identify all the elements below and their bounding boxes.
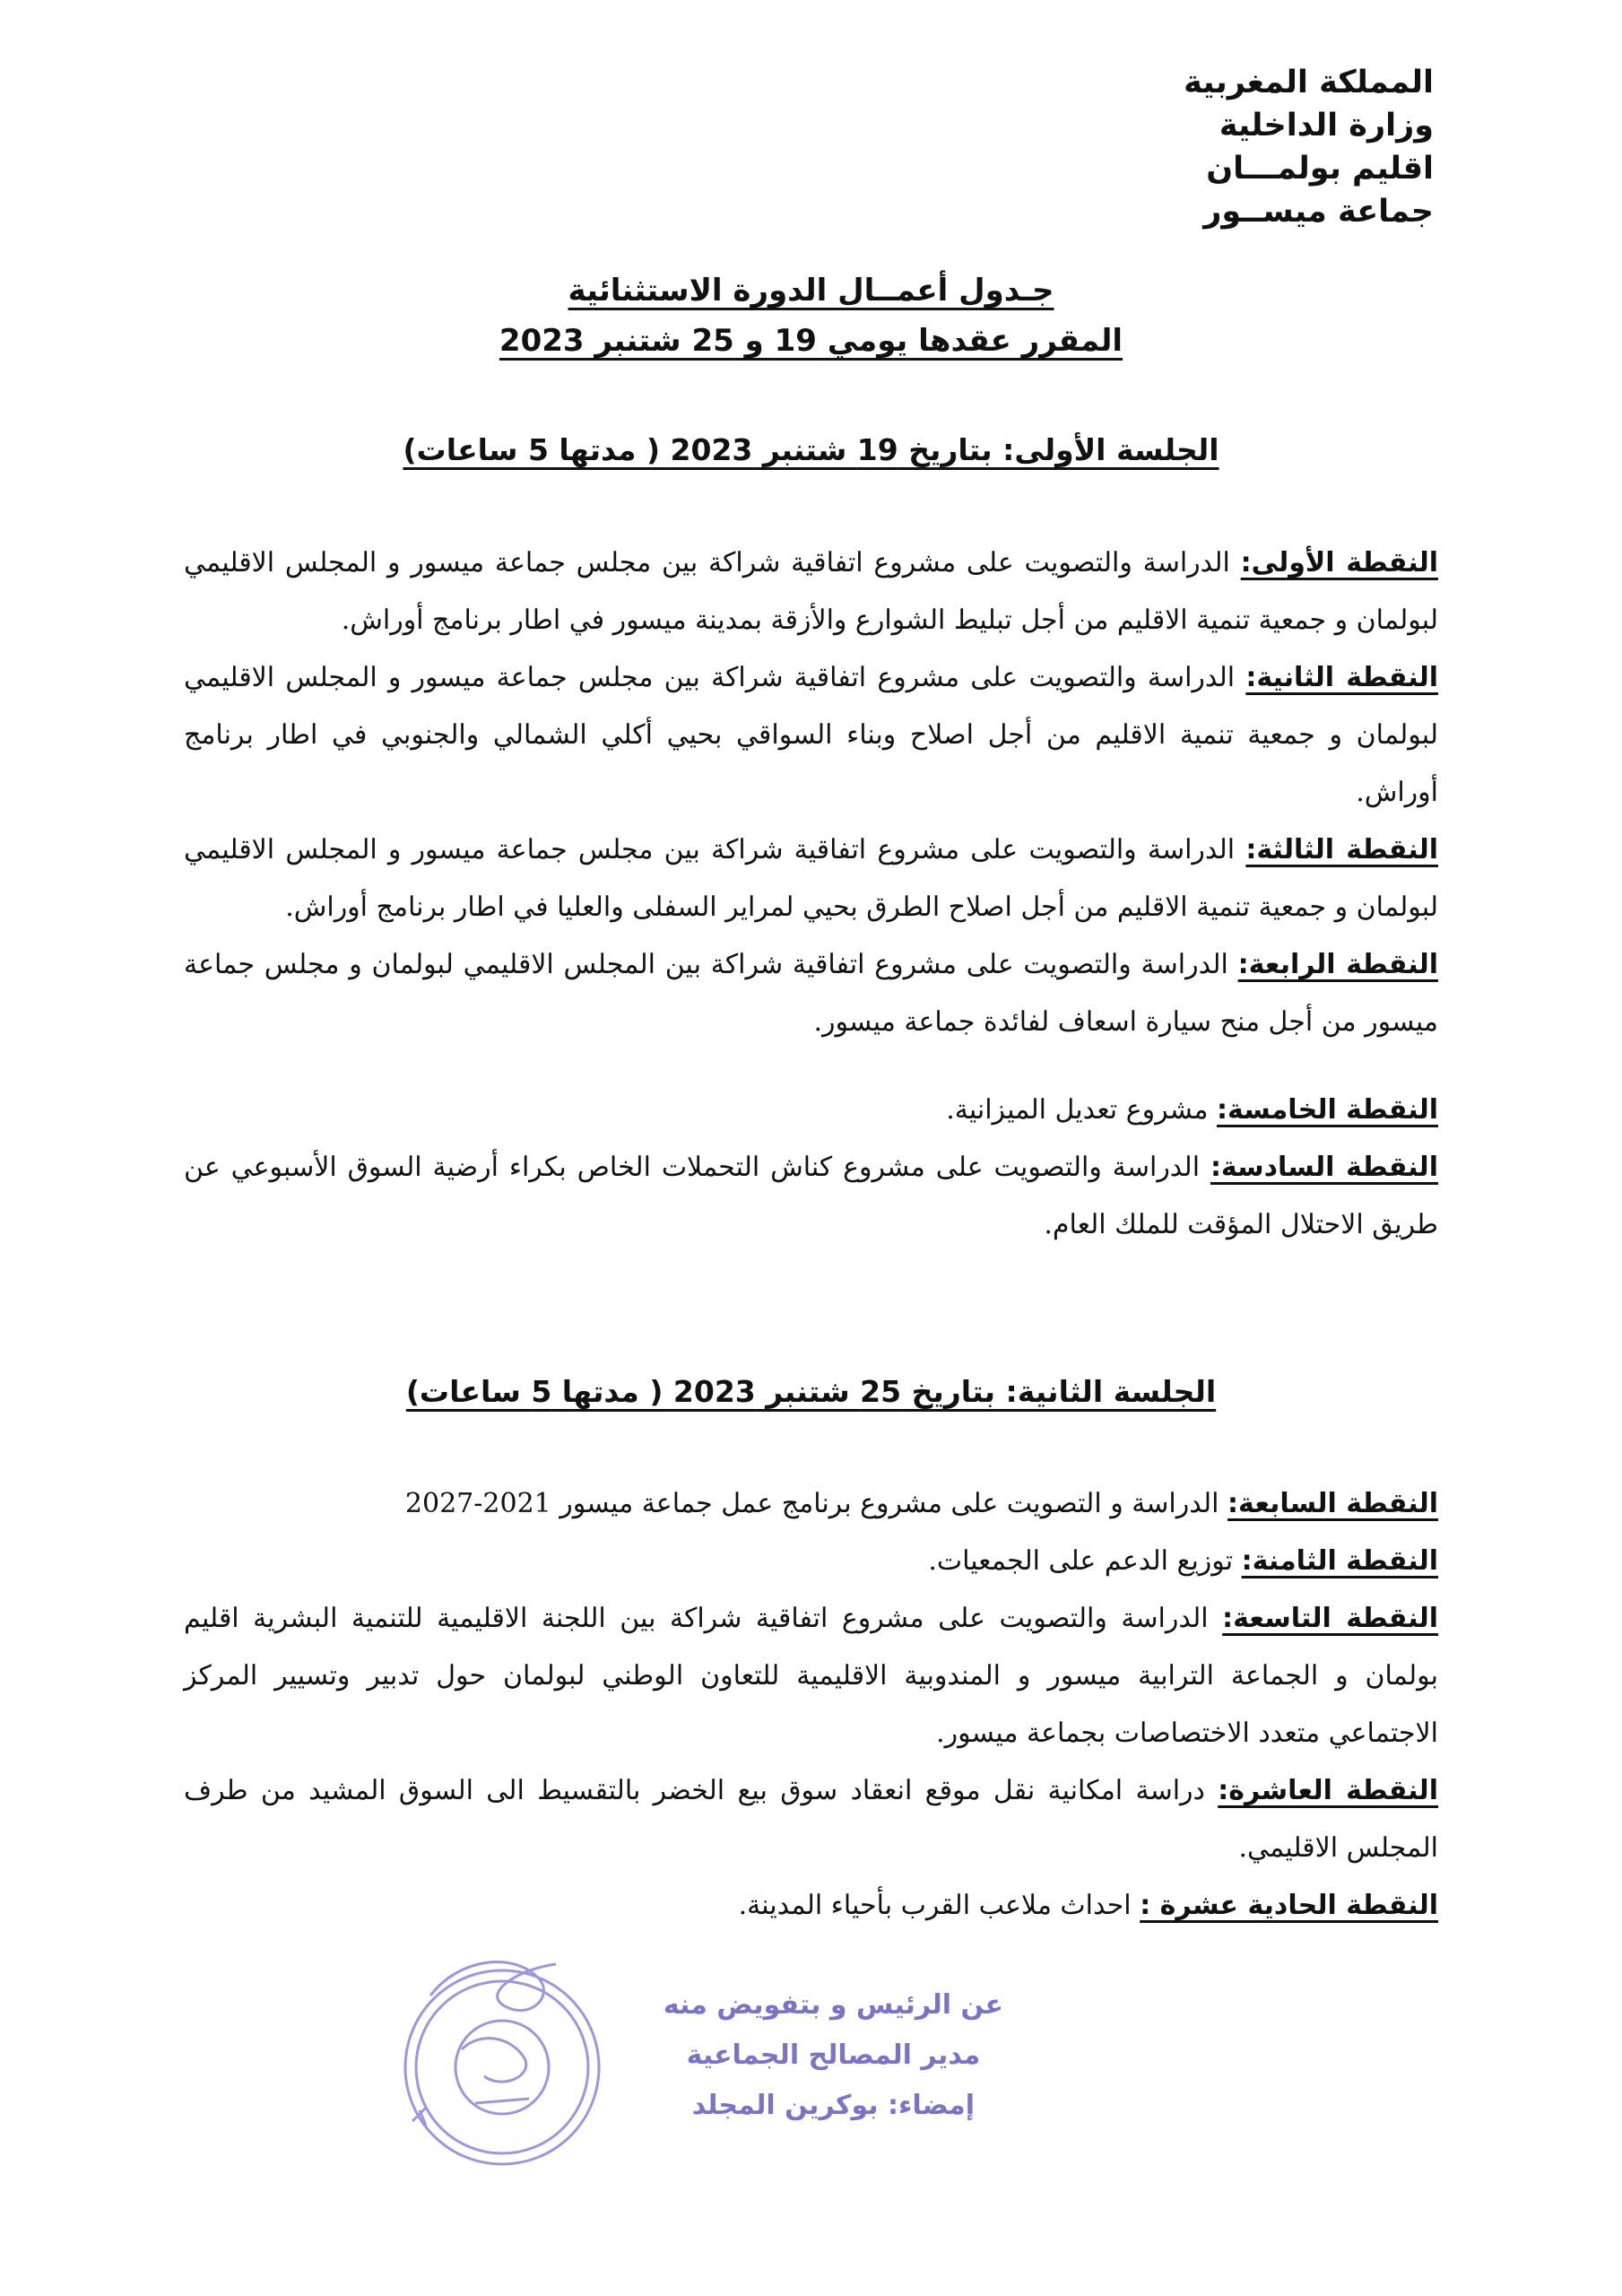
point-text: احداث ملاعب القرب بأحياء المدينة.: [738, 1890, 1141, 1921]
letterhead-province: اقليم بولمـــان: [1206, 151, 1434, 187]
point-label: النقطة السابعة:: [1227, 1488, 1438, 1519]
title-line-1: جـدول أعمــال الدورة الاستثنائية: [568, 273, 1054, 309]
point-text: الدراسة والتصويت على مشروع اتفاقية شراكة بين مجلس جماعة ميسور و المجلس الاقليمي لبولمان و جمعية تنمية الاقليم من أجل اصلاح وبناء السواقي بحيي أكلي الشمالي والجنوبي في اطار برنامج أوراش.: [184, 662, 1438, 808]
point-text: الدراسة والتصويت على مشروع اتفاقية شراكة بين مجلس جماعة ميسور و المجلس الاقليمي لبولمان و جمعية تنمية الاقليم من أجل اصلاح الطرق بحيي لمراير السفلى والعليا في اطار برنامج أوراش.: [184, 834, 1438, 923]
agenda-point: [184, 1475, 1438, 1533]
point-label: النقطة الأولى:: [1240, 547, 1438, 578]
point-text: الدراسة والتصويت على مشروع اتفاقية شراكة بين المجلس الاقليمي لبولمان و مجلس جماعة ميسور من أجل منح سيارة اسعاف لفائدة جماعة ميسور.: [184, 949, 1438, 1038]
point-label: النقطة السادسة:: [1210, 1152, 1438, 1183]
point-label: النقطة الثالثة:: [1245, 834, 1438, 865]
point-text: الدراسة والتصويت على مشروع كناش التحملات الخاص بكراء أرضية السوق الأسبوعي عن طريق الاحتلال المؤقت للملك العام.: [184, 1152, 1438, 1240]
document-title: [0, 265, 1622, 366]
signature-block: [664, 1980, 1003, 2131]
signature-name: إمضاء: بوكرين المجلد: [691, 2090, 976, 2121]
point-label: النقطة الثامنة:: [1241, 1545, 1438, 1577]
point-text: الدراسة والتصويت على مشروع اتفاقية شراكة بين اللجنة الاقليمية للتنمية البشرية اقليم بولمان و الجماعة الترابية ميسور و المندوبية الاقليمية للتعاون الوطني لبولمان حول تدبير وتسيير المركز الاجتماعي متعدد الاختصاصات بجماعة ميسور.: [184, 1603, 1438, 1749]
letterhead: [1184, 61, 1434, 233]
agenda-point: [184, 649, 1438, 822]
agenda-point: [184, 1139, 1438, 1254]
point-label: النقطة الحادية عشرة :: [1140, 1890, 1438, 1921]
agenda-point: [184, 1877, 1438, 1935]
signature-delegation: عن الرئيس و بتفويض منه: [663, 1989, 1003, 2021]
title-line-2: المقرر عقدها يومي 19 و 25 شتنبر 2023: [499, 323, 1123, 359]
agenda-point: [184, 1762, 1438, 1877]
point-text: توزيع الدعم على الجمعيات.: [928, 1545, 1242, 1577]
agenda-point: [184, 822, 1438, 936]
point-label: النقطة الثانية:: [1245, 662, 1438, 693]
session-1-points: [184, 535, 1438, 1254]
agenda-point: [184, 535, 1438, 649]
point-text: الدراسة و التصويت على مشروع برنامج عمل جماعة ميسور 2021-2027: [404, 1488, 1228, 1519]
agenda-point: [184, 1082, 1438, 1139]
point-label: النقطة التاسعة:: [1222, 1603, 1438, 1634]
session-2-points: [184, 1475, 1438, 1935]
point-text: دراسة امكانية نقل موقع انعقاد سوق بيع الخضر بالتقسيط الى السوق المشيد من طرف المجلس الاقليمي.: [184, 1775, 1438, 1864]
session-2-heading: الجلسة الثانية: بتاريخ 25 شتنبر 2023 ( مدتها 5 ساعات): [405, 1374, 1217, 1409]
letterhead-ministry: وزارة الداخلية: [1219, 108, 1434, 144]
point-label: النقطة العاشرة:: [1218, 1775, 1438, 1806]
official-stamp: [377, 1942, 619, 2175]
point-text: مشروع تعديل الميزانية.: [946, 1094, 1218, 1126]
letterhead-commune: جماعة ميســور: [1203, 194, 1434, 230]
agenda-point: [184, 936, 1438, 1051]
agenda-point: [184, 1533, 1438, 1590]
point-label: النقطة الخامسة:: [1217, 1094, 1438, 1126]
letterhead-kingdom: المملكة المغربية: [1184, 65, 1434, 100]
agenda-point: [184, 1590, 1438, 1762]
point-label: النقطة الرابعة:: [1237, 949, 1438, 980]
session-1-heading: الجلسة الأولى: بتاريخ 19 شتنبر 2023 ( مدتها 5 ساعات): [403, 432, 1219, 467]
point-text: الدراسة والتصويت على مشروع اتفاقية شراكة بين مجلس جماعة ميسور و المجلس الاقليمي لبولمان و جمعية تنمية الاقليم من أجل تبليط الشوارع والأزقة بمدينة ميسور في اطار برنامج أوراش.: [184, 547, 1438, 636]
signature-title: مدير المصالح الجماعية: [686, 2039, 981, 2071]
